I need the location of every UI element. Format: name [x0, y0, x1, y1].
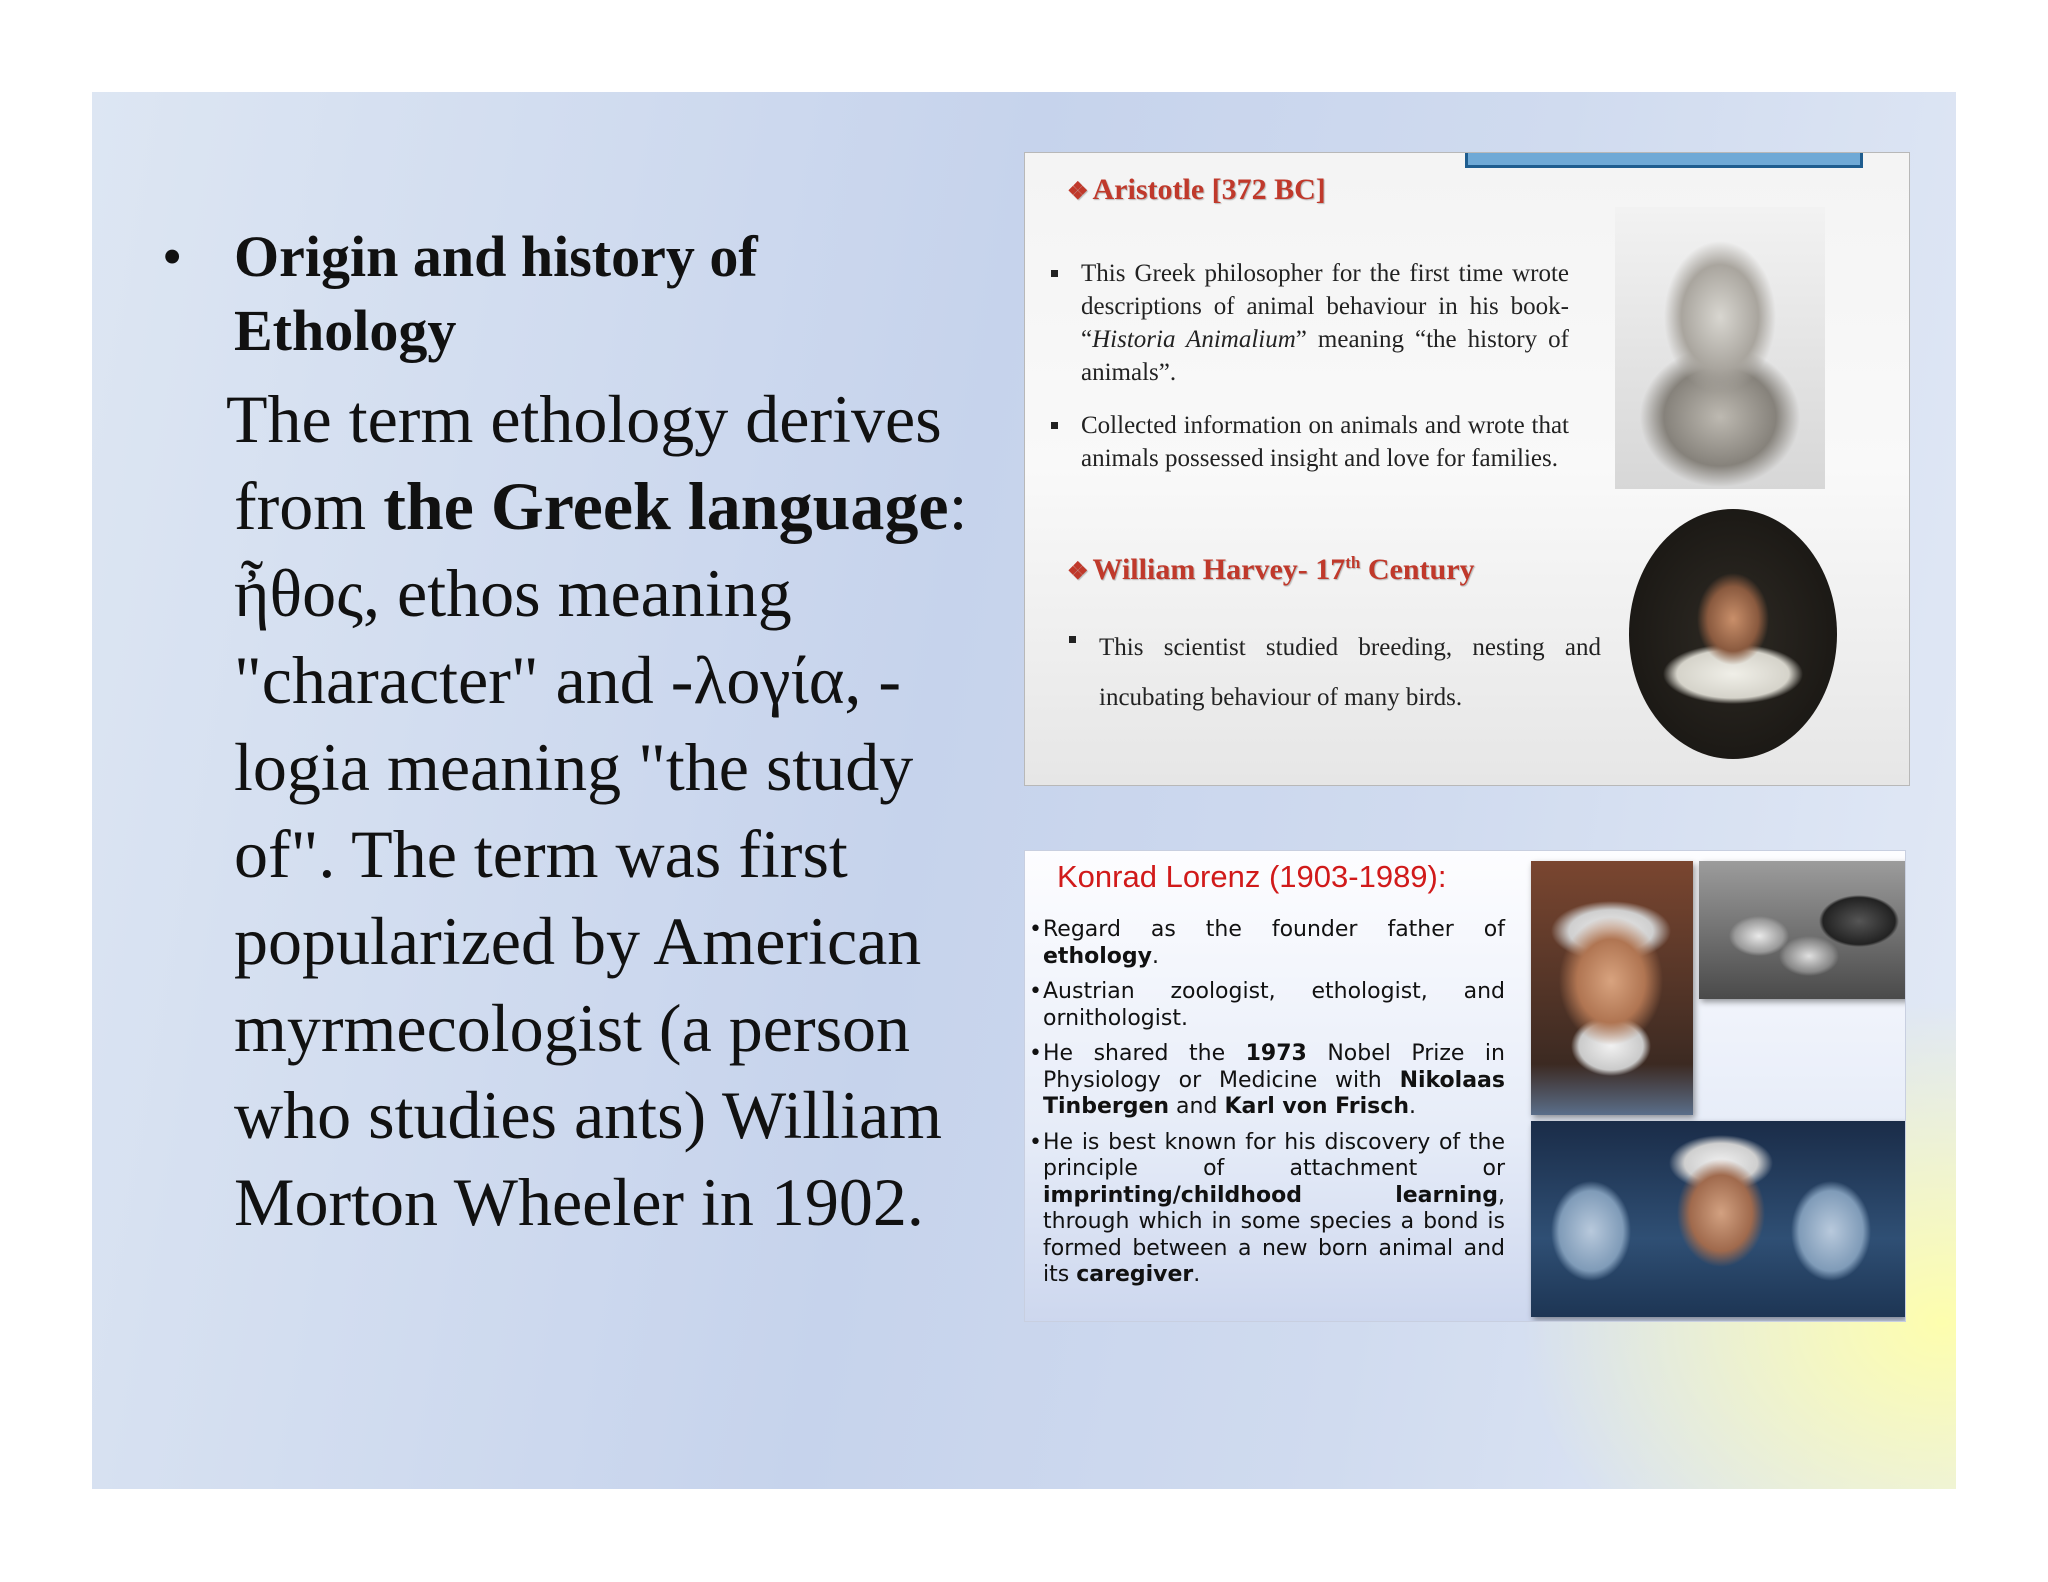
- book-title: Historia Animalium: [1092, 326, 1296, 353]
- diamond-bullet-icon: ❖: [1067, 559, 1089, 585]
- item-bold: imprinting/childhood learning: [1043, 1182, 1498, 1208]
- list-item: [1051, 257, 1569, 389]
- aristotle-list: [1051, 257, 1569, 495]
- lorenz-list: [1029, 917, 1505, 1298]
- list-item: [1069, 623, 1601, 723]
- item-text: and: [1169, 1094, 1225, 1119]
- slide-heading: Origin and history of Ethology: [234, 224, 758, 363]
- item-bold: Karl von Frisch: [1224, 1094, 1409, 1119]
- lorenz-swimming-with-geese-photo: [1531, 1121, 1905, 1317]
- harvey-list: [1069, 623, 1601, 743]
- definition-text-bold: the Greek language: [383, 468, 949, 544]
- lorenz-panel: [1024, 850, 1906, 1322]
- william-harvey-portrait-image: [1629, 509, 1837, 759]
- harvey-heading: [1067, 553, 1475, 587]
- item-text: Austrian zoologist, ethologist, and ornithologist.: [1043, 979, 1505, 1031]
- item-text: Nobel Prize in Physiology or Medicine with: [1043, 1041, 1505, 1093]
- lorenz-with-geese-photo: [1699, 861, 1906, 999]
- item-bold: 1973: [1245, 1041, 1307, 1066]
- item-bold: caregiver: [1076, 1262, 1194, 1287]
- ethology-definition-paragraph: [162, 376, 1014, 1246]
- lorenz-portrait-photo: [1531, 861, 1693, 1115]
- heading-bullet-row: [162, 220, 1022, 368]
- item-bold: Nikolaas Tinbergen: [1043, 1067, 1505, 1119]
- harvey-heading-text: William Harvey- 17: [1092, 553, 1346, 586]
- aristotle-heading: [1067, 173, 1326, 207]
- item-text: This Greek philosopher for the first time wrote descriptions of animal behaviour in his book- “: [1081, 260, 1569, 353]
- item-text: Collected information on animals and wrote that animals possessed insight and love for families.: [1081, 412, 1569, 472]
- item-text: He is best known for his discovery of the principle of attachment or: [1043, 1129, 1505, 1181]
- item-text: .: [1193, 1262, 1201, 1287]
- list-item: [1029, 1041, 1505, 1121]
- slide: [92, 92, 1956, 1489]
- decorative-title-bar: [1465, 152, 1863, 168]
- harvey-heading-suffix: Century: [1360, 553, 1475, 586]
- item-text: ” meaning “the history of animals”.: [1081, 326, 1569, 386]
- item-text: Regard as the founder father of: [1043, 917, 1505, 942]
- main-text-column: [162, 220, 1022, 1246]
- list-item: [1029, 1130, 1505, 1289]
- item-text: This scientist studied breeding, nesting and incubating behaviour of many birds.: [1099, 634, 1601, 711]
- item-text: , through which in some species a bond is formed between a new born animal and its: [1043, 1182, 1505, 1287]
- definition-text-part1: The term ethology derives from: [226, 381, 942, 544]
- aristotle-bust-image: [1615, 207, 1825, 489]
- list-item: [1029, 979, 1505, 1032]
- item-bold: ethology: [1043, 943, 1152, 969]
- item-text: .: [1151, 943, 1159, 969]
- diamond-bullet-icon: ❖: [1067, 179, 1089, 205]
- aristotle-harvey-panel: [1024, 152, 1910, 786]
- list-item: [1029, 917, 1505, 970]
- item-text: .: [1408, 1094, 1416, 1119]
- definition-text-part2: : ἦθος, ethos meaning "character" and -λογία, -logia meaning "the study of". The term was first popularized by American myrmecologist (a person who studies ants) William Morton Wheeler in 1902.: [234, 468, 968, 1240]
- item-text: He shared the: [1043, 1041, 1246, 1066]
- list-item: [1051, 409, 1569, 475]
- harvey-heading-sup: th: [1345, 553, 1361, 572]
- aristotle-heading-text: Aristotle [372 BC]: [1092, 173, 1326, 206]
- lorenz-heading: Konrad Lorenz (1903-1989):: [1057, 859, 1447, 894]
- bullet-marker: •: [162, 224, 183, 289]
